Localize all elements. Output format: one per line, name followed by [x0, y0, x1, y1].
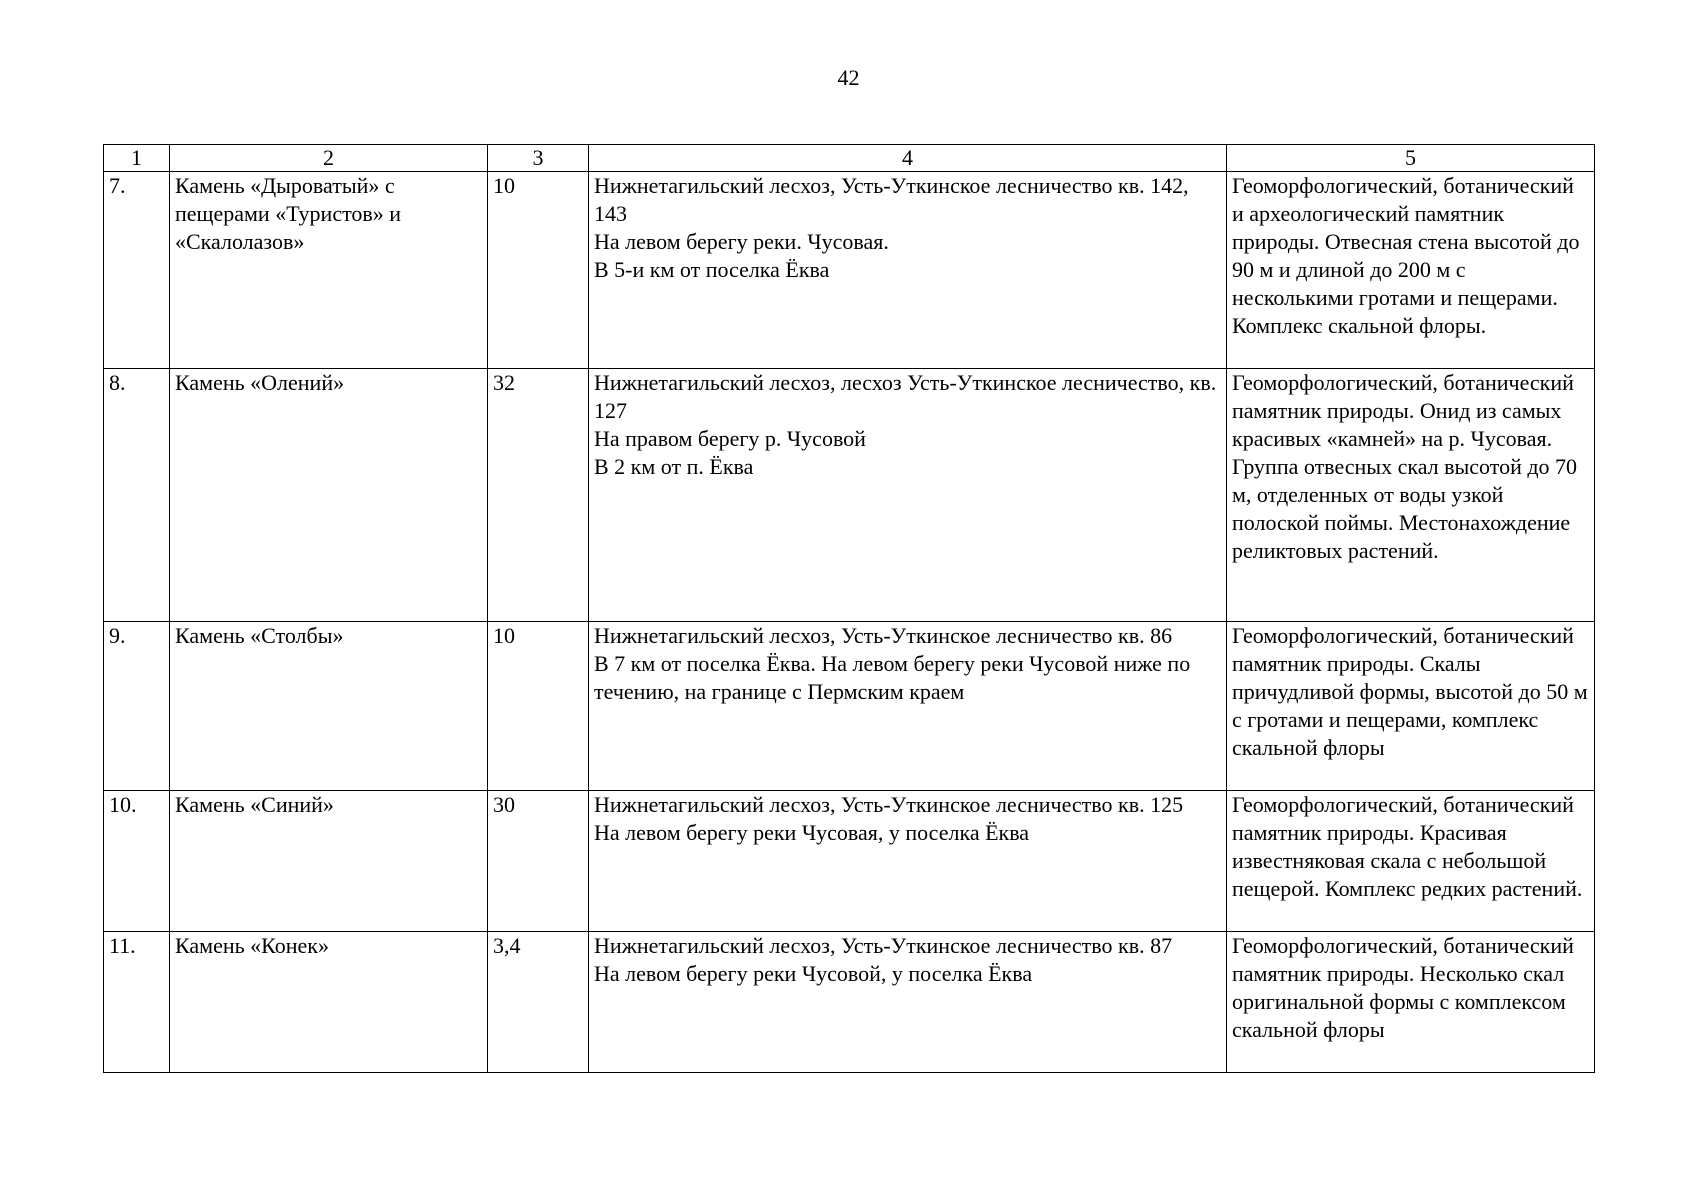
value-cell: 3,4: [488, 932, 589, 1073]
location-cell: Нижнетагильский лесхоз, Усть-Уткинское лесничество кв. 125 На левом берегу реки Чусовая, у поселка Ёква: [589, 791, 1227, 932]
row-number-cell: 8.: [104, 369, 170, 622]
monument-name-cell: Камень «Конек»: [170, 932, 488, 1073]
location-cell: Нижнетагильский лесхоз, Усть-Уткинское лесничество кв. 142, 143 На левом берегу реки. Чусовая. В 5-и км от поселка Ёква: [589, 172, 1227, 369]
description-cell: Геоморфологический, ботанический памятник природы. Скалы причудливой формы, высотой до 50 м с гротами и пещерами, комплекс скальной флоры: [1227, 622, 1595, 791]
value-cell: 32: [488, 369, 589, 622]
row-number-cell: 7.: [104, 172, 170, 369]
description-cell: Геоморфологический, ботанический памятник природы. Красивая известняковая скала с небольшой пещерой. Комплекс редких растений.: [1227, 791, 1595, 932]
location-cell: Нижнетагильский лесхоз, Усть-Уткинское лесничество кв. 87 На левом берегу реки Чусовой, у поселка Ёква: [589, 932, 1227, 1073]
header-cell-1: 1: [104, 145, 170, 172]
monument-name-cell: Камень «Столбы»: [170, 622, 488, 791]
header-row: [104, 145, 1595, 172]
monument-name-cell: Камень «Дыроватый» с пещерами «Туристов» и «Скалолазов»: [170, 172, 488, 369]
row-number-cell: 10.: [104, 791, 170, 932]
header-cell-2: 2: [170, 145, 488, 172]
natural-monuments-table: [103, 144, 1595, 1073]
location-cell: Нижнетагильский лесхоз, лесхоз Усть-Уткинское лесничество, кв. 127 На правом берегу р. Чусовой В 2 км от п. Ёква: [589, 369, 1227, 622]
value-cell: 10: [488, 622, 589, 791]
row-number-cell: 9.: [104, 622, 170, 791]
monument-name-cell: Камень «Олений»: [170, 369, 488, 622]
monument-name-cell: Камень «Синий»: [170, 791, 488, 932]
table-row: [104, 932, 1595, 1073]
table-row: [104, 791, 1595, 932]
table-row: [104, 622, 1595, 791]
row-number-cell: 11.: [104, 932, 170, 1073]
description-cell: Геоморфологический, ботанический и археологический памятник природы. Отвесная стена высотой до 90 м и длиной до 200 м с несколькими гротами и пещерами. Комплекс скальной флоры.: [1227, 172, 1595, 369]
page-number: 42: [837, 65, 860, 90]
value-cell: 10: [488, 172, 589, 369]
header-cell-4: 4: [589, 145, 1227, 172]
table-row: [104, 369, 1595, 622]
description-cell: Геоморфологический, ботанический памятник природы. Несколько скал оригинальной формы с комплексом скальной флоры: [1227, 932, 1595, 1073]
header-cell-5: 5: [1227, 145, 1595, 172]
description-cell: Геоморфологический, ботанический памятник природы. Онид из самых красивых «камней» на р. Чусовая. Группа отвесных скал высотой до 70 м, отделенных от воды узкой полоской поймы. Местонахождение реликтовых растений.: [1227, 369, 1595, 622]
location-cell: Нижнетагильский лесхоз, Усть-Уткинское лесничество кв. 86 В 7 км от поселка Ёква. На левом берегу реки Чусовой ниже по течению, на границе с Пермским краем: [589, 622, 1227, 791]
table-row: [104, 172, 1595, 369]
value-cell: 30: [488, 791, 589, 932]
header-cell-3: 3: [488, 145, 589, 172]
